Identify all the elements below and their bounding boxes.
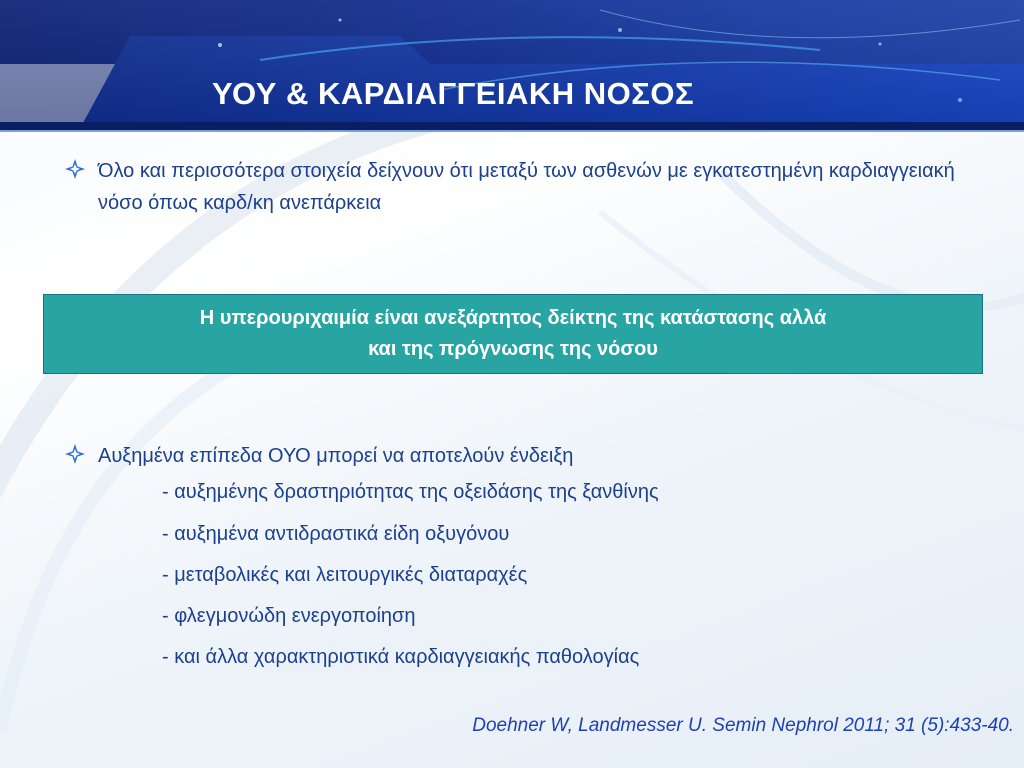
highlight-line-1: Η υπερουριχαιμία είναι ανεξάρτητος δείκτης της κατάστασης αλλά bbox=[199, 307, 827, 329]
bullet-2-text: Αυξημένα επίπεδα ΟΥΟ μπορεί να αποτελούν ένδειξη bbox=[98, 445, 574, 467]
citation: Doehner W, Landmesser U. Semin Nephrol 2011; 31 (5):433-40. bbox=[472, 715, 1014, 736]
bullet-item-1 bbox=[98, 155, 978, 219]
sub-item: - αυξημένα αντιδραστικά είδη οξυγόνου bbox=[162, 523, 510, 545]
highlight-line-2: και της πρόγνωσης της νόσου bbox=[368, 338, 658, 360]
sub-item: - αυξημένης δραστηριότητας της οξειδάσης της ξανθίνης bbox=[162, 481, 659, 503]
highlight-box bbox=[43, 294, 983, 374]
diamond-bullet-icon bbox=[64, 443, 86, 465]
slide-title: ΥΟΥ & ΚΑΡΔΙΑΓΓΕΙΑΚΗ ΝΟΣΟΣ bbox=[212, 76, 695, 111]
bullet-1-text: Όλο και περισσότερα στοιχεία δείχνουν ότι μεταξύ των ασθενών με εγκατεστημένη καρδιαγγειακή νόσο όπως καρδ/κη ανεπάρκεια bbox=[98, 160, 955, 214]
header-banner bbox=[0, 0, 1024, 132]
diamond-bullet-icon bbox=[64, 158, 86, 180]
sub-item: - μεταβολικές και λειτουργικές διαταραχές bbox=[162, 564, 528, 586]
bullet-item-2 bbox=[98, 440, 978, 472]
sub-item: - και άλλα χαρακτηριστικά καρδιαγγειακής παθολογίας bbox=[162, 646, 640, 668]
header-graphic bbox=[0, 0, 1024, 132]
highlight-text bbox=[63, 303, 963, 365]
sub-item: - φλεγμονώδη ενεργοποίηση bbox=[162, 605, 416, 627]
